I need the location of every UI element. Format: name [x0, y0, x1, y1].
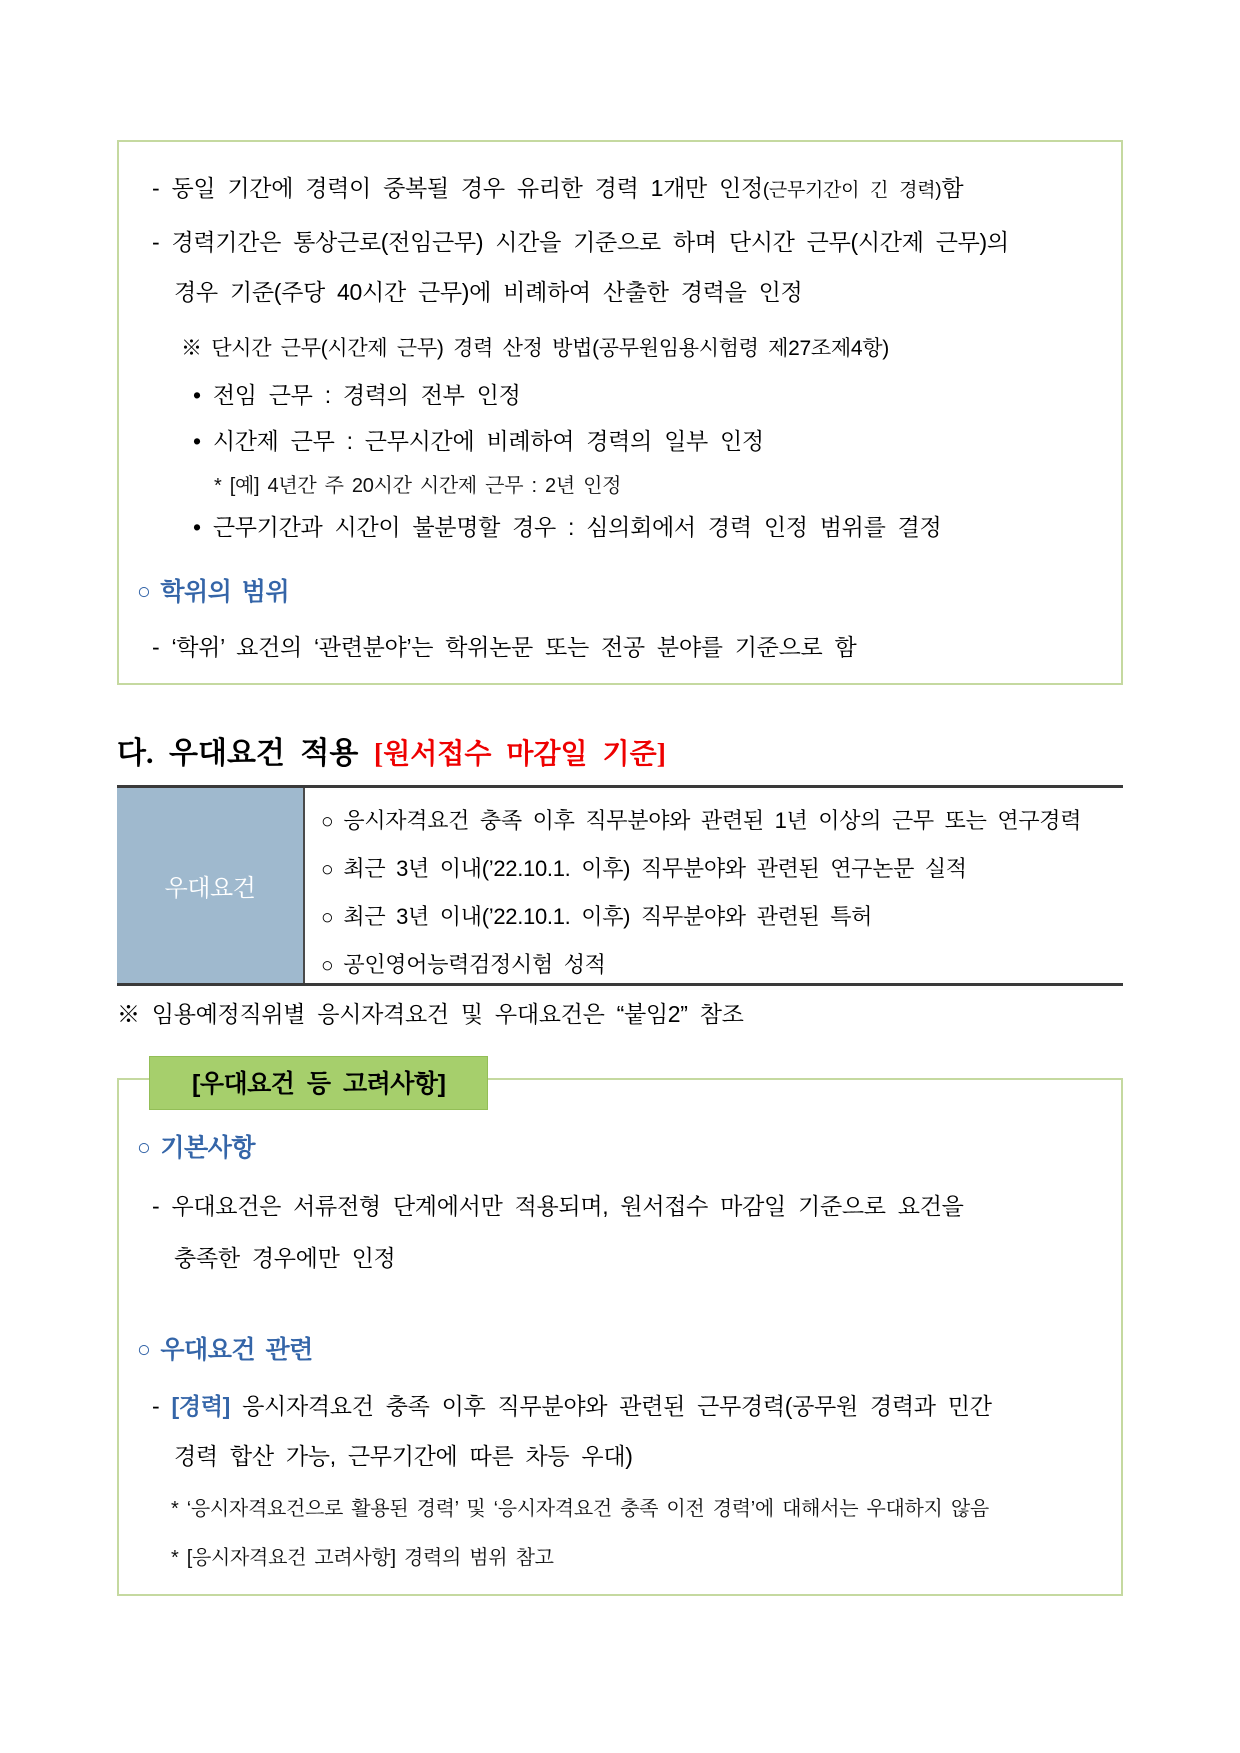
- career-preference-line-1: [152, 1388, 992, 1421]
- preference-related-heading: [137, 1330, 313, 1366]
- table-row-text: 최근 3년 이내(’22.10.1. 이후) 직무분야와 관련된 연구논문 실적: [343, 856, 967, 881]
- table-row-text: 공인영어능력검정시험 성적: [343, 952, 606, 977]
- career-period-line-1: - 경력기간은 통상근로(전임근무) 시간을 기준으로 하며 단시간 근무(시간제 근무)의: [152, 229, 1009, 255]
- degree-scope-heading-text: 학위의 범위: [160, 578, 290, 606]
- section-heading-title: 다. 우대요건 적용: [117, 737, 359, 770]
- career-tag: [경력]: [171, 1393, 231, 1419]
- circle-bullet-icon: ○: [137, 1134, 151, 1160]
- parttime-example: * [예] 4년간 주 20시간 시간제 근무 : 2년 인정: [214, 475, 622, 497]
- parttime-bullet: • 시간제 근무 : 근무시간에 비례하여 경력의 일부 인정: [193, 428, 764, 454]
- career-period-line-2: 경우 기준(주당 40시간 근무)에 비례하여 산출한 경력을 인정: [174, 279, 803, 305]
- table-row-text: 최근 3년 이내(’22.10.1. 이후) 직무분야와 관련된 특허: [343, 904, 873, 929]
- duplicate-career-tail: 함: [941, 175, 964, 201]
- parttime-calc-note: ※ 단시간 근무(시간제 근무) 경력 산정 방법(공무원임용시험령 제27조제4항): [181, 337, 889, 360]
- circle-bullet-icon: ○: [137, 1336, 151, 1362]
- circle-bullet-icon: ○: [321, 858, 334, 881]
- dash-bullet: -: [152, 1393, 160, 1419]
- career-scope-reference-note: * [응시자격요건 고려사항] 경력의 범위 참고: [171, 1547, 554, 1569]
- basic-items-heading: [137, 1128, 255, 1164]
- duplicate-career-paren: (근무기간이 긴 경력): [762, 180, 942, 201]
- attachment-reference-note: ※ 임용예정직위별 응시자격요건 및 우대요건은 “붙임2” 참조: [117, 1001, 744, 1027]
- table-row: [321, 941, 1123, 989]
- duplicate-career-main: - 동일 기간에 경력이 중복될 경우 유리한 경력 1개만 인정: [152, 175, 763, 201]
- circle-bullet-icon: ○: [321, 906, 334, 929]
- basic-rule-line-1: - 우대요건은 서류전형 단계에서만 적용되며, 원서접수 마감일 기준으로 요건을: [152, 1193, 964, 1219]
- preference-table-content-cell: [303, 788, 1123, 983]
- career-criteria-box: [117, 140, 1123, 685]
- preference-table: [117, 785, 1123, 986]
- circle-bullet-icon: ○: [321, 810, 334, 833]
- basic-rule-line-2: 충족한 경우에만 인정: [174, 1245, 396, 1271]
- table-row: [321, 893, 1123, 941]
- preference-table-header-cell: 우대요건: [117, 788, 303, 983]
- preference-related-heading-text: 우대요건 관련: [160, 1336, 313, 1364]
- section-heading: [117, 728, 666, 772]
- considerations-box: [117, 1070, 1123, 1596]
- degree-scope-line: - ‘학위’ 요건의 ‘관련분야’는 학위논문 또는 전공 분야를 기준으로 함: [152, 634, 857, 660]
- career-preference-line-2: 경력 합산 가능, 근무기간에 따른 차등 우대): [174, 1443, 633, 1469]
- table-row: [321, 845, 1123, 893]
- table-row-text: 응시자격요건 충족 이후 직무분야와 관련된 1년 이상의 근무 또는 연구경력: [343, 808, 1082, 833]
- duplicate-career-line: [152, 170, 963, 203]
- degree-scope-heading: [137, 572, 289, 608]
- circle-bullet-icon: ○: [321, 954, 334, 977]
- fulltime-bullet: • 전임 근무 : 경력의 전부 인정: [193, 382, 521, 408]
- basic-items-heading-text: 기본사항: [160, 1134, 256, 1162]
- table-row: [321, 797, 1123, 845]
- considerations-box-label: [우대요건 등 고려사항]: [149, 1056, 488, 1110]
- no-preference-star-note: * ‘응시자격요건으로 활용된 경력’ 및 ‘응시자격요건 충족 이전 경력’에 대해서는 우대하지 않음: [171, 1498, 989, 1520]
- section-heading-red-note: [원서접수 마감일 기준]: [373, 739, 666, 770]
- unclear-period-bullet: • 근무기간과 시간이 불분명할 경우 : 심의회에서 경력 인정 범위를 결정: [193, 514, 942, 540]
- career-preference-text-1: 응시자격요건 충족 이후 직무분야와 관련된 근무경력(공무원 경력과 민간: [242, 1393, 992, 1419]
- circle-bullet-icon: ○: [137, 578, 151, 604]
